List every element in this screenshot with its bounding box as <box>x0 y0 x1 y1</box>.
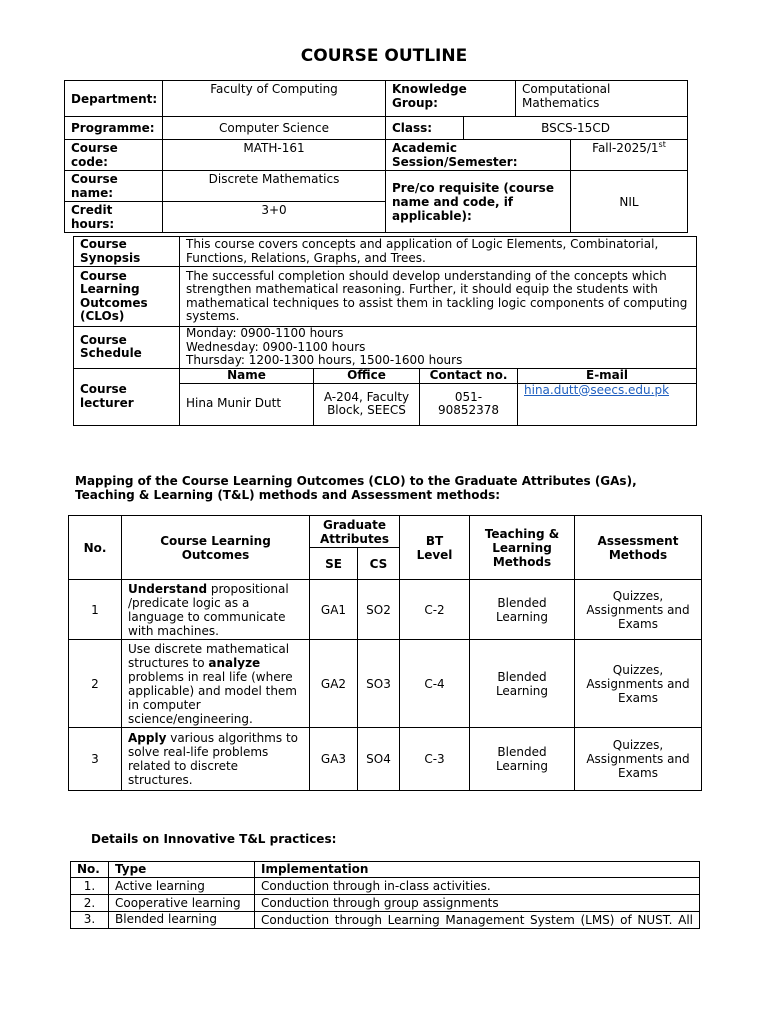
table-row <box>69 640 702 728</box>
lecturer-office: A-204, Faculty Block, SEECS <box>314 383 420 425</box>
table-row <box>69 728 702 791</box>
course-details-table <box>73 236 697 426</box>
course-name-value: Discrete Mathematics <box>163 171 386 202</box>
header-implementation: Implementation <box>255 862 700 878</box>
lecturer-header-email: E-mail <box>518 368 697 383</box>
row-bt: C-4 <box>400 640 470 728</box>
header-no: No. <box>69 516 122 580</box>
row-implementation: Conduction through group assignments <box>255 895 700 912</box>
credit-hours-label: Credit hours: <box>65 202 163 233</box>
row-no: 3 <box>69 728 122 791</box>
row-no: 2. <box>71 895 109 912</box>
header-cs: CS <box>358 548 400 580</box>
programme-label: Programme: <box>65 117 163 140</box>
row-no: 1 <box>69 580 122 640</box>
row-implementation: Conduction through Learning Management System (LMS) of NUST. All <box>255 912 700 929</box>
row-se: GA1 <box>310 580 358 640</box>
mapping-heading: Mapping of the Course Learning Outcomes (CLO) to the Graduate Attributes (GAs), Teaching & Learning (T&L) methods and Assessment methods: <box>75 474 637 502</box>
row-bt: C-2 <box>400 580 470 640</box>
row-se: GA2 <box>310 640 358 728</box>
row-clo: Use discrete mathematical structures to analyze problems in real life (where applicable) and model them in computer science/engineering. <box>122 640 310 728</box>
row-assessment: Quizzes, Assignments and Exams <box>575 580 702 640</box>
clo-mapping-table <box>68 515 702 791</box>
clo-label: Course Learning Outcomes (CLOs) <box>74 267 180 327</box>
schedule-label: Course Schedule <box>74 327 180 369</box>
row-type: Cooperative learning <box>109 895 255 912</box>
table-row <box>71 912 700 929</box>
header-tl: Teaching & Learning Methods <box>470 516 575 580</box>
course-name-label: Course name: <box>65 171 163 202</box>
lecturer-header-office: Office <box>314 368 420 383</box>
row-no: 2 <box>69 640 122 728</box>
class-label: Class: <box>386 117 464 140</box>
row-cs: SO3 <box>358 640 400 728</box>
department-value: Faculty of Computing <box>163 81 386 117</box>
prereq-label: Pre/co requisite (course name and code, if applicable): <box>386 171 571 233</box>
department-label: Department: <box>65 81 163 117</box>
row-tl: Blended Learning <box>470 580 575 640</box>
table-row <box>69 580 702 640</box>
innovative-table <box>70 861 700 929</box>
row-tl: Blended Learning <box>470 728 575 791</box>
row-assessment: Quizzes, Assignments and Exams <box>575 640 702 728</box>
prereq-value: NIL <box>571 171 688 233</box>
clo-text: The successful completion should develop understanding of the concepts which strengthen mathematical reasoning. Further, it should equip the students with mathematical techniques to assist them in tackling logic components of computing systems. <box>180 267 697 327</box>
lecturer-email-link[interactable]: hina.dutt@seecs.edu.pk <box>524 382 670 397</box>
lecturer-label: Course lecturer <box>74 368 180 425</box>
course-code-value: MATH-161 <box>163 140 386 171</box>
synopsis-label: Course Synopsis <box>74 237 180 267</box>
innovative-heading: Details on Innovative T&L practices: <box>91 832 337 846</box>
course-code-label: Course code: <box>65 140 163 171</box>
row-assessment: Quizzes, Assignments and Exams <box>575 728 702 791</box>
lecturer-contact: 051-90852378 <box>420 383 518 425</box>
table-row <box>71 895 700 912</box>
knowledge-group-value: Computational Mathematics <box>516 81 688 117</box>
header-se: SE <box>310 548 358 580</box>
synopsis-text: This course covers concepts and application of Logic Elements, Combinatorial, Functions, Relations, Graphs, and Trees. <box>180 237 697 267</box>
header-assessment: Assessment Methods <box>575 516 702 580</box>
row-bt: C-3 <box>400 728 470 791</box>
row-cs: SO4 <box>358 728 400 791</box>
schedule-text <box>180 327 697 369</box>
row-type: Blended learning <box>109 912 255 929</box>
row-implementation: Conduction through in-class activities. <box>255 878 700 895</box>
header-clo: Course Learning Outcomes <box>122 516 310 580</box>
programme-value: Computer Science <box>163 117 386 140</box>
knowledge-group-label: Knowledge Group: <box>386 81 516 117</box>
row-se: GA3 <box>310 728 358 791</box>
header-ga: Graduate Attributes <box>310 516 400 548</box>
lecturer-email-cell <box>518 383 697 425</box>
row-clo: Understand propositional /predicate logic as a language to communicate with machines. <box>122 580 310 640</box>
row-clo: Apply various algorithms to solve real-life problems related to discrete structures. <box>122 728 310 791</box>
lecturer-header-contact: Contact no. <box>420 368 518 383</box>
row-type: Active learning <box>109 878 255 895</box>
row-no: 1. <box>71 878 109 895</box>
schedule-line: Wednesday: 0900-1100 hours <box>186 339 366 354</box>
header-no: No. <box>71 862 109 878</box>
session-label: Academic Session/Semester: <box>386 140 571 171</box>
row-no: 3. <box>71 912 109 929</box>
session-value: Fall-2025/1st <box>571 140 688 171</box>
schedule-line: Thursday: 1200-1300 hours, 1500-1600 hours <box>186 353 463 367</box>
row-tl: Blended Learning <box>470 640 575 728</box>
class-value: BSCS-15CD <box>464 117 688 140</box>
credit-hours-value: 3+0 <box>163 202 386 233</box>
course-info-table <box>64 80 688 233</box>
lecturer-name: Hina Munir Dutt <box>180 383 314 425</box>
row-cs: SO2 <box>358 580 400 640</box>
header-bt: BT Level <box>400 516 470 580</box>
page-title: COURSE OUTLINE <box>300 46 468 66</box>
table-row <box>71 878 700 895</box>
header-type: Type <box>109 862 255 878</box>
schedule-line: Monday: 0900-1100 hours <box>186 326 344 340</box>
lecturer-header-name: Name <box>180 368 314 383</box>
